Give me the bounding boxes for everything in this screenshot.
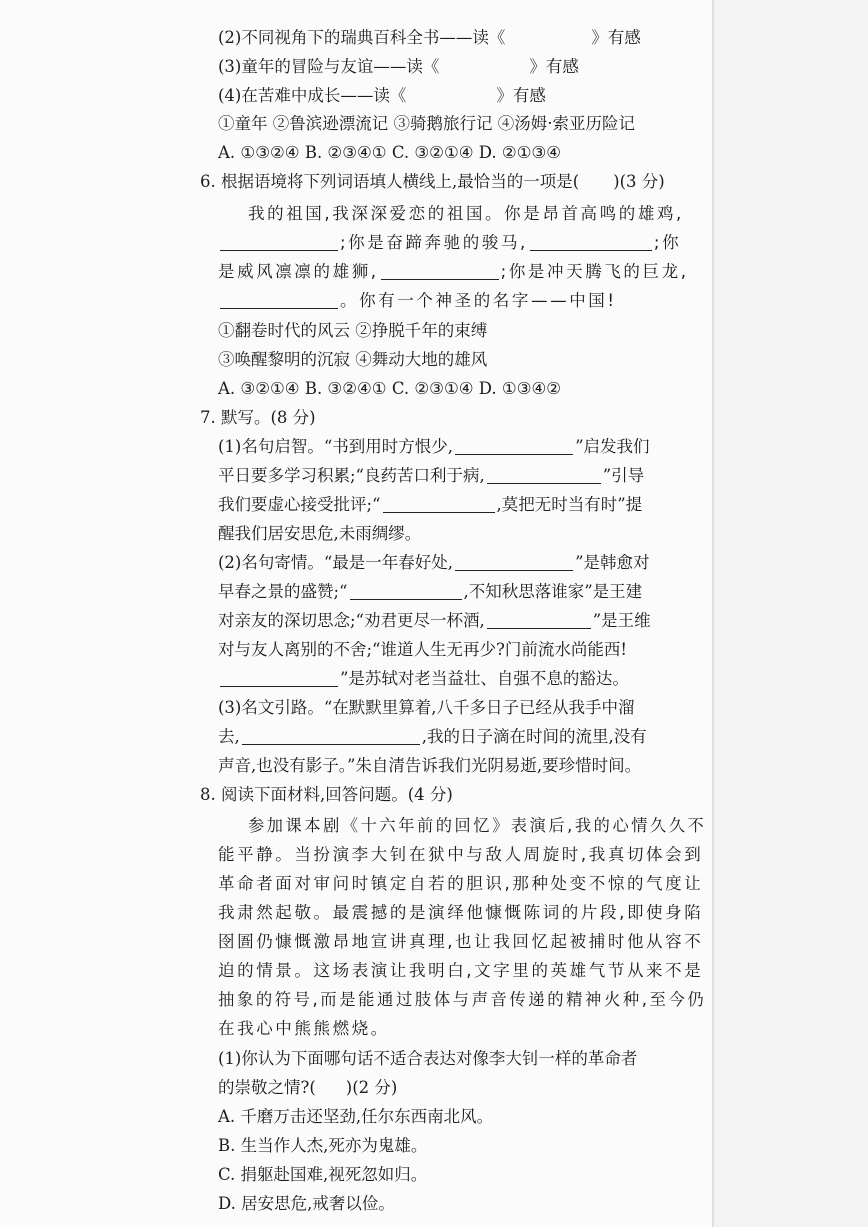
q7-blank-1[interactable]: [455, 438, 573, 455]
q7-text: 平日要多学习积累;“良药苦口利于病,: [218, 466, 485, 485]
q6-options: A. ③②①④ B. ③②④① C. ②③①④ D. ①③④②: [218, 379, 562, 398]
q6-stem-text: 6. 根据语境将下列词语填人横线上,最恰当的一项是(: [200, 172, 580, 191]
q7-text: ,不知秋思落谁家”是王建: [463, 582, 643, 601]
q6-blank-2[interactable]: [530, 234, 652, 251]
q8-passage-line: 囹圄仍慷慨激昂地宣讲真理,也让我回忆起被捕时他从容不: [218, 932, 704, 951]
q8-sub1-score: )(2 分): [345, 1078, 398, 1097]
q5-item-3-text: (3)童年的冒险与友谊——读《: [218, 57, 440, 76]
q7-text: (1)名句启智。“书到用时方恨少,: [218, 437, 454, 456]
q7-blank-6[interactable]: [487, 612, 591, 629]
page-edge-divider: [712, 0, 714, 1227]
q6-passage-line: [218, 261, 689, 283]
q8-passage-line: 参加课本剧《十六年前的回忆》表演后,我的心情久久不: [248, 816, 707, 835]
q8-passage-line: 抽象的符号,而是能通过肢体与声音传递的精神火种,至今仍: [218, 990, 707, 1009]
q6-passage-line: [218, 232, 681, 254]
q8-option-a: A. 千磨万击还坚劲,任尔东西南北风。: [218, 1107, 494, 1126]
q6-choice-row: ③唤醒黎明的沉寂 ④舞动大地的雄风: [218, 350, 488, 369]
q8-passage-line: 革命者面对审问时镇定自若的胆识,那种处变不惊的气度让: [218, 874, 704, 893]
q6-passage-text: ;你: [653, 233, 682, 252]
q7-title: 7. 默写。(8 分): [200, 408, 316, 427]
q7-line: [218, 610, 651, 632]
q6-stem: [200, 171, 665, 193]
q6-passage-line: 我的祖国,我深深爱恋的祖国。你是昂首高鸣的雄鸡,: [248, 204, 684, 223]
q6-blank-3[interactable]: [381, 263, 499, 280]
q7-line: [218, 436, 650, 458]
q7-blank-5[interactable]: [350, 583, 462, 600]
q8-passage-line: 我肃然起敬。最震撼的是演绎他慷慨陈词的片段,即使身陷: [218, 903, 704, 922]
q7-text: ,莫把无时当有时”提: [496, 495, 643, 514]
q8-sub1-stem: (1)你认为下面哪句话不适合表达对像李大钊一样的革命者: [218, 1049, 638, 1068]
q7-blank-4[interactable]: [455, 554, 573, 571]
q7-line: 声音,也没有影子。”朱自清告诉我们光阴易逝,要珍惜时间。: [218, 756, 642, 775]
q7-blank-2[interactable]: [487, 467, 601, 484]
q8-sub1-stem: [218, 1077, 397, 1099]
q6-score: )(3 分): [613, 172, 665, 191]
q7-text: 对亲友的深切思念;“劝君更尽一杯酒,: [218, 611, 485, 630]
q7-blank-8[interactable]: [242, 728, 420, 745]
q7-line: 对与友人离别的不舍;“谁道人生无再少?门前流水尚能西!: [218, 640, 627, 659]
q5-item-4-text: (4)在苦难中成长——读《: [218, 86, 407, 105]
q7-line: [218, 581, 642, 603]
q8-passage-line: 在我心中熊熊燃烧。: [218, 1019, 390, 1038]
q6-passage-text: 。你有一个神圣的名字——中国!: [340, 291, 617, 310]
q6-passage-line: [218, 290, 617, 312]
q6-passage-text: 是威风凛凛的雄狮,: [218, 262, 379, 281]
q8-passage-line: 能平静。当扮演李大钊在狱中与敌人周旋时,我真切体会到: [218, 845, 704, 864]
q6-choice-row: ①翻卷时代的风云 ②挣脱千年的束缚: [218, 321, 488, 340]
q7-text: 去,: [218, 727, 240, 746]
q7-text: ,我的日子滴在时间的流里,没有: [421, 727, 647, 746]
q6-passage-text: ;你是奋蹄奔驰的骏马,: [340, 233, 528, 252]
q5-item-3-suffix: 》有感: [529, 57, 579, 76]
q7-text: ”引导: [602, 466, 645, 485]
q7-line: (3)名文引路。“在默默里算着,八千多日子已经从我手中溜: [218, 698, 635, 717]
q7-line: [218, 668, 629, 690]
q7-blank-7[interactable]: [220, 670, 338, 687]
q8-option-b: B. 生当作人杰,死亦为鬼雄。: [218, 1136, 428, 1155]
q7-text: ”是王维: [592, 611, 651, 630]
q6-blank-1[interactable]: [220, 234, 338, 251]
q5-book-list: ①童年 ②鲁滨逊漂流记 ③骑鹅旅行记 ④汤姆·索亚历险记: [218, 114, 635, 133]
q7-text: ”启发我们: [575, 437, 650, 456]
q7-text: ”是苏轼对老当益壮、自强不息的豁达。: [340, 669, 629, 688]
q5-item-3: [218, 56, 579, 78]
q6-blank-4[interactable]: [220, 292, 338, 309]
q7-blank-3[interactable]: [383, 496, 495, 513]
q8-option-d: D. 居安思危,戒奢以俭。: [218, 1194, 395, 1213]
q7-text: (2)名句寄情。“最是一年春好处,: [218, 553, 454, 572]
q7-line: 醒我们居安思危,未雨绸缪。: [218, 524, 422, 543]
q7-line: [218, 494, 642, 516]
q5-options: A. ①③②④ B. ②③④① C. ③②①④ D. ②①③④: [218, 143, 562, 162]
q5-item-2: [218, 27, 641, 49]
q5-item-2-text: (2)不同视角下的瑞典百科全书——读《: [218, 28, 506, 47]
q7-line: [218, 465, 644, 487]
q7-line: [218, 726, 647, 748]
q7-text: ”是韩愈对: [575, 553, 650, 572]
q7-text: 早春之景的盛赞;“: [218, 582, 348, 601]
q5-item-2-suffix: 》有感: [591, 28, 641, 47]
q8-option-c: C. 捐躯赴国难,视死忽如归。: [218, 1165, 428, 1184]
q7-line: [218, 552, 650, 574]
q5-item-4: [218, 85, 546, 107]
q6-passage-text: ;你是冲天腾飞的巨龙,: [500, 262, 689, 281]
q8-passage-line: 迫的情景。这场表演让我明白,文字里的英雄气节从来不是: [218, 961, 704, 980]
q8-title: 8. 阅读下面材料,回答问题。(4 分): [200, 785, 453, 804]
q5-item-4-suffix: 》有感: [496, 86, 546, 105]
q8-sub1-text: 的崇敬之情?(: [218, 1078, 316, 1097]
q7-text: 我们要虚心接受批评;“: [218, 495, 381, 514]
